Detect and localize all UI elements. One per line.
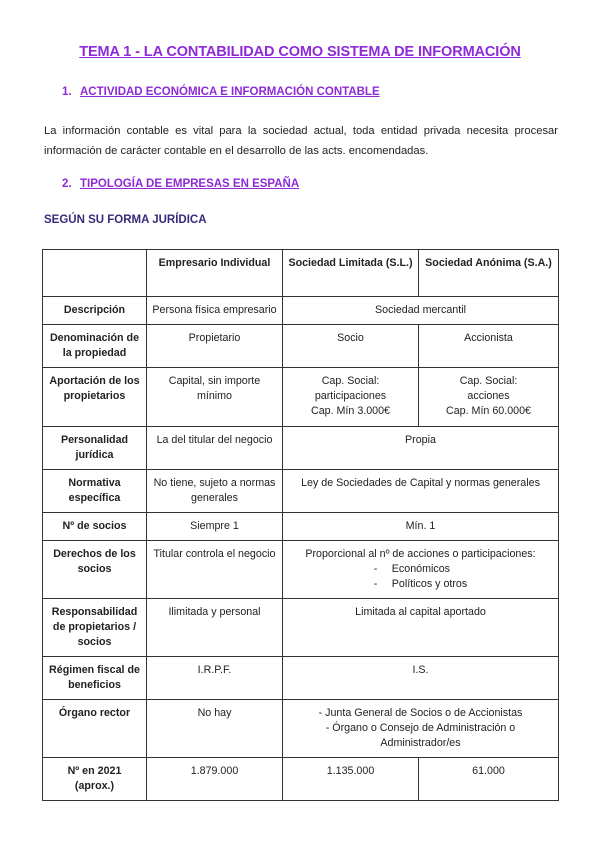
aportacion-sl-line-3: Cap. Mín 3.000€ — [310, 405, 391, 417]
section-2-heading — [62, 178, 299, 190]
table-row — [43, 427, 559, 470]
header-empresario-individual: Empresario Individual — [147, 250, 283, 297]
cell-numero-sl: 1.135.000 — [283, 758, 419, 801]
cell-organo-sociedades — [283, 700, 559, 758]
document-title: TEMA 1 - LA CONTABILIDAD COMO SISTEMA DE INFORMACIÓN — [79, 44, 521, 60]
derechos-list — [374, 562, 467, 592]
organo-line-1: - Junta General de Socios o de Accionistas — [318, 707, 523, 719]
cell-socios-ei: Siempre 1 — [147, 513, 283, 541]
cell-responsabilidad-ei: Ilimitada y personal — [147, 599, 283, 657]
cell-denominacion-sl: Socio — [283, 325, 419, 368]
cell-aportacion-sl — [283, 368, 419, 427]
table-row — [43, 325, 559, 368]
cell-numero-sa: 61.000 — [419, 758, 559, 801]
list-item — [374, 577, 467, 592]
row-label-aportacion: Aportación de los propietarios — [43, 368, 147, 427]
derechos-item-politicos: Políticos y otros — [391, 578, 468, 590]
cell-normativa-sociedades: Ley de Sociedades de Capital y normas generales — [283, 470, 559, 513]
table-row — [43, 700, 559, 758]
header-empty-cell — [43, 250, 147, 297]
row-label-socios: Nº de socios — [43, 513, 147, 541]
row-label-denominacion: Denominación de la propiedad — [43, 325, 147, 368]
cell-personalidad-sociedades: Propia — [283, 427, 559, 470]
section-1-number: 1. — [62, 86, 72, 98]
header-sociedad-anonima: Sociedad Anónima (S.A.) — [419, 250, 559, 297]
row-label-descripcion: Descripción — [43, 297, 147, 325]
cell-numero-ei: 1.879.000 — [147, 758, 283, 801]
row-label-regimen: Régimen fiscal de beneficios — [43, 657, 147, 700]
list-item — [374, 562, 467, 577]
cell-normativa-ei: No tiene, sujeto a normas generales — [147, 470, 283, 513]
row-label-responsabilidad: Responsabilidad de propietarios / socios — [43, 599, 147, 657]
list-bullet: - — [373, 563, 378, 575]
aportacion-sa-line-1: Cap. Social: — [459, 375, 518, 387]
cell-organo-ei: No hay — [147, 700, 283, 758]
list-bullet: - — [373, 578, 378, 590]
row-label-numero: Nº en 2021 (aprox.) — [43, 758, 147, 801]
aportacion-sa-line-2: acciones — [467, 390, 510, 402]
table-row — [43, 758, 559, 801]
cell-denominacion-sa: Accionista — [419, 325, 559, 368]
section-1-heading — [62, 86, 380, 98]
row-label-organo: Órgano rector — [43, 700, 147, 758]
aportacion-sa-line-3: Cap. Mín 60.000€ — [446, 405, 531, 417]
cell-socios-sociedades: Mín. 1 — [283, 513, 559, 541]
company-types-table — [42, 249, 559, 801]
cell-responsabilidad-sociedades: Limitada al capital aportado — [283, 599, 559, 657]
cell-descripcion-sociedades: Sociedad mercantil — [283, 297, 559, 325]
subheading-forma-juridica: SEGÚN SU FORMA JURÍDICA — [44, 214, 207, 226]
cell-regimen-ei: I.R.P.F. — [147, 657, 283, 700]
cell-regimen-sociedades: I.S. — [283, 657, 559, 700]
row-label-derechos: Derechos de los socios — [43, 541, 147, 599]
header-sociedad-limitada: Sociedad Limitada (S.L.) — [283, 250, 419, 297]
cell-descripcion-ei: Persona física empresario — [147, 297, 283, 325]
table-row — [43, 368, 559, 427]
table-header-row — [43, 250, 559, 297]
row-label-normativa: Normativa específica — [43, 470, 147, 513]
table-row — [43, 470, 559, 513]
section-1-title: ACTIVIDAD ECONÓMICA E INFORMACIÓN CONTABLE — [80, 86, 380, 98]
cell-derechos-sociedades — [283, 541, 559, 599]
intro-paragraph: La información contable es vital para la sociedad actual, toda entidad privada necesita procesar información de carácter contable en el desarrollo de las acts. encomendadas. — [44, 125, 558, 157]
derechos-intro: Proporcional al nº de acciones o participaciones: — [305, 548, 536, 560]
aportacion-sl-line-1: Cap. Social: — [321, 375, 380, 387]
cell-aportacion-ei: Capital, sin importe mínimo — [147, 368, 283, 427]
table-row — [43, 513, 559, 541]
table-row — [43, 541, 559, 599]
section-2-title: TIPOLOGÍA DE EMPRESAS EN ESPAÑA — [80, 178, 300, 190]
cell-derechos-ei: Titular controla el negocio — [147, 541, 283, 599]
cell-denominacion-ei: Propietario — [147, 325, 283, 368]
organo-line-2: - Órgano o Consejo de Administración o Administrador/es — [325, 722, 516, 749]
table-row — [43, 599, 559, 657]
table-row — [43, 657, 559, 700]
derechos-item-economicos: Económicos — [391, 563, 450, 575]
section-2-number: 2. — [62, 178, 72, 190]
cell-personalidad-ei: La del titular del negocio — [147, 427, 283, 470]
row-label-personalidad: Personalidad jurídica — [43, 427, 147, 470]
aportacion-sl-line-2: participaciones — [314, 390, 387, 402]
cell-aportacion-sa — [419, 368, 559, 427]
table-row — [43, 297, 559, 325]
